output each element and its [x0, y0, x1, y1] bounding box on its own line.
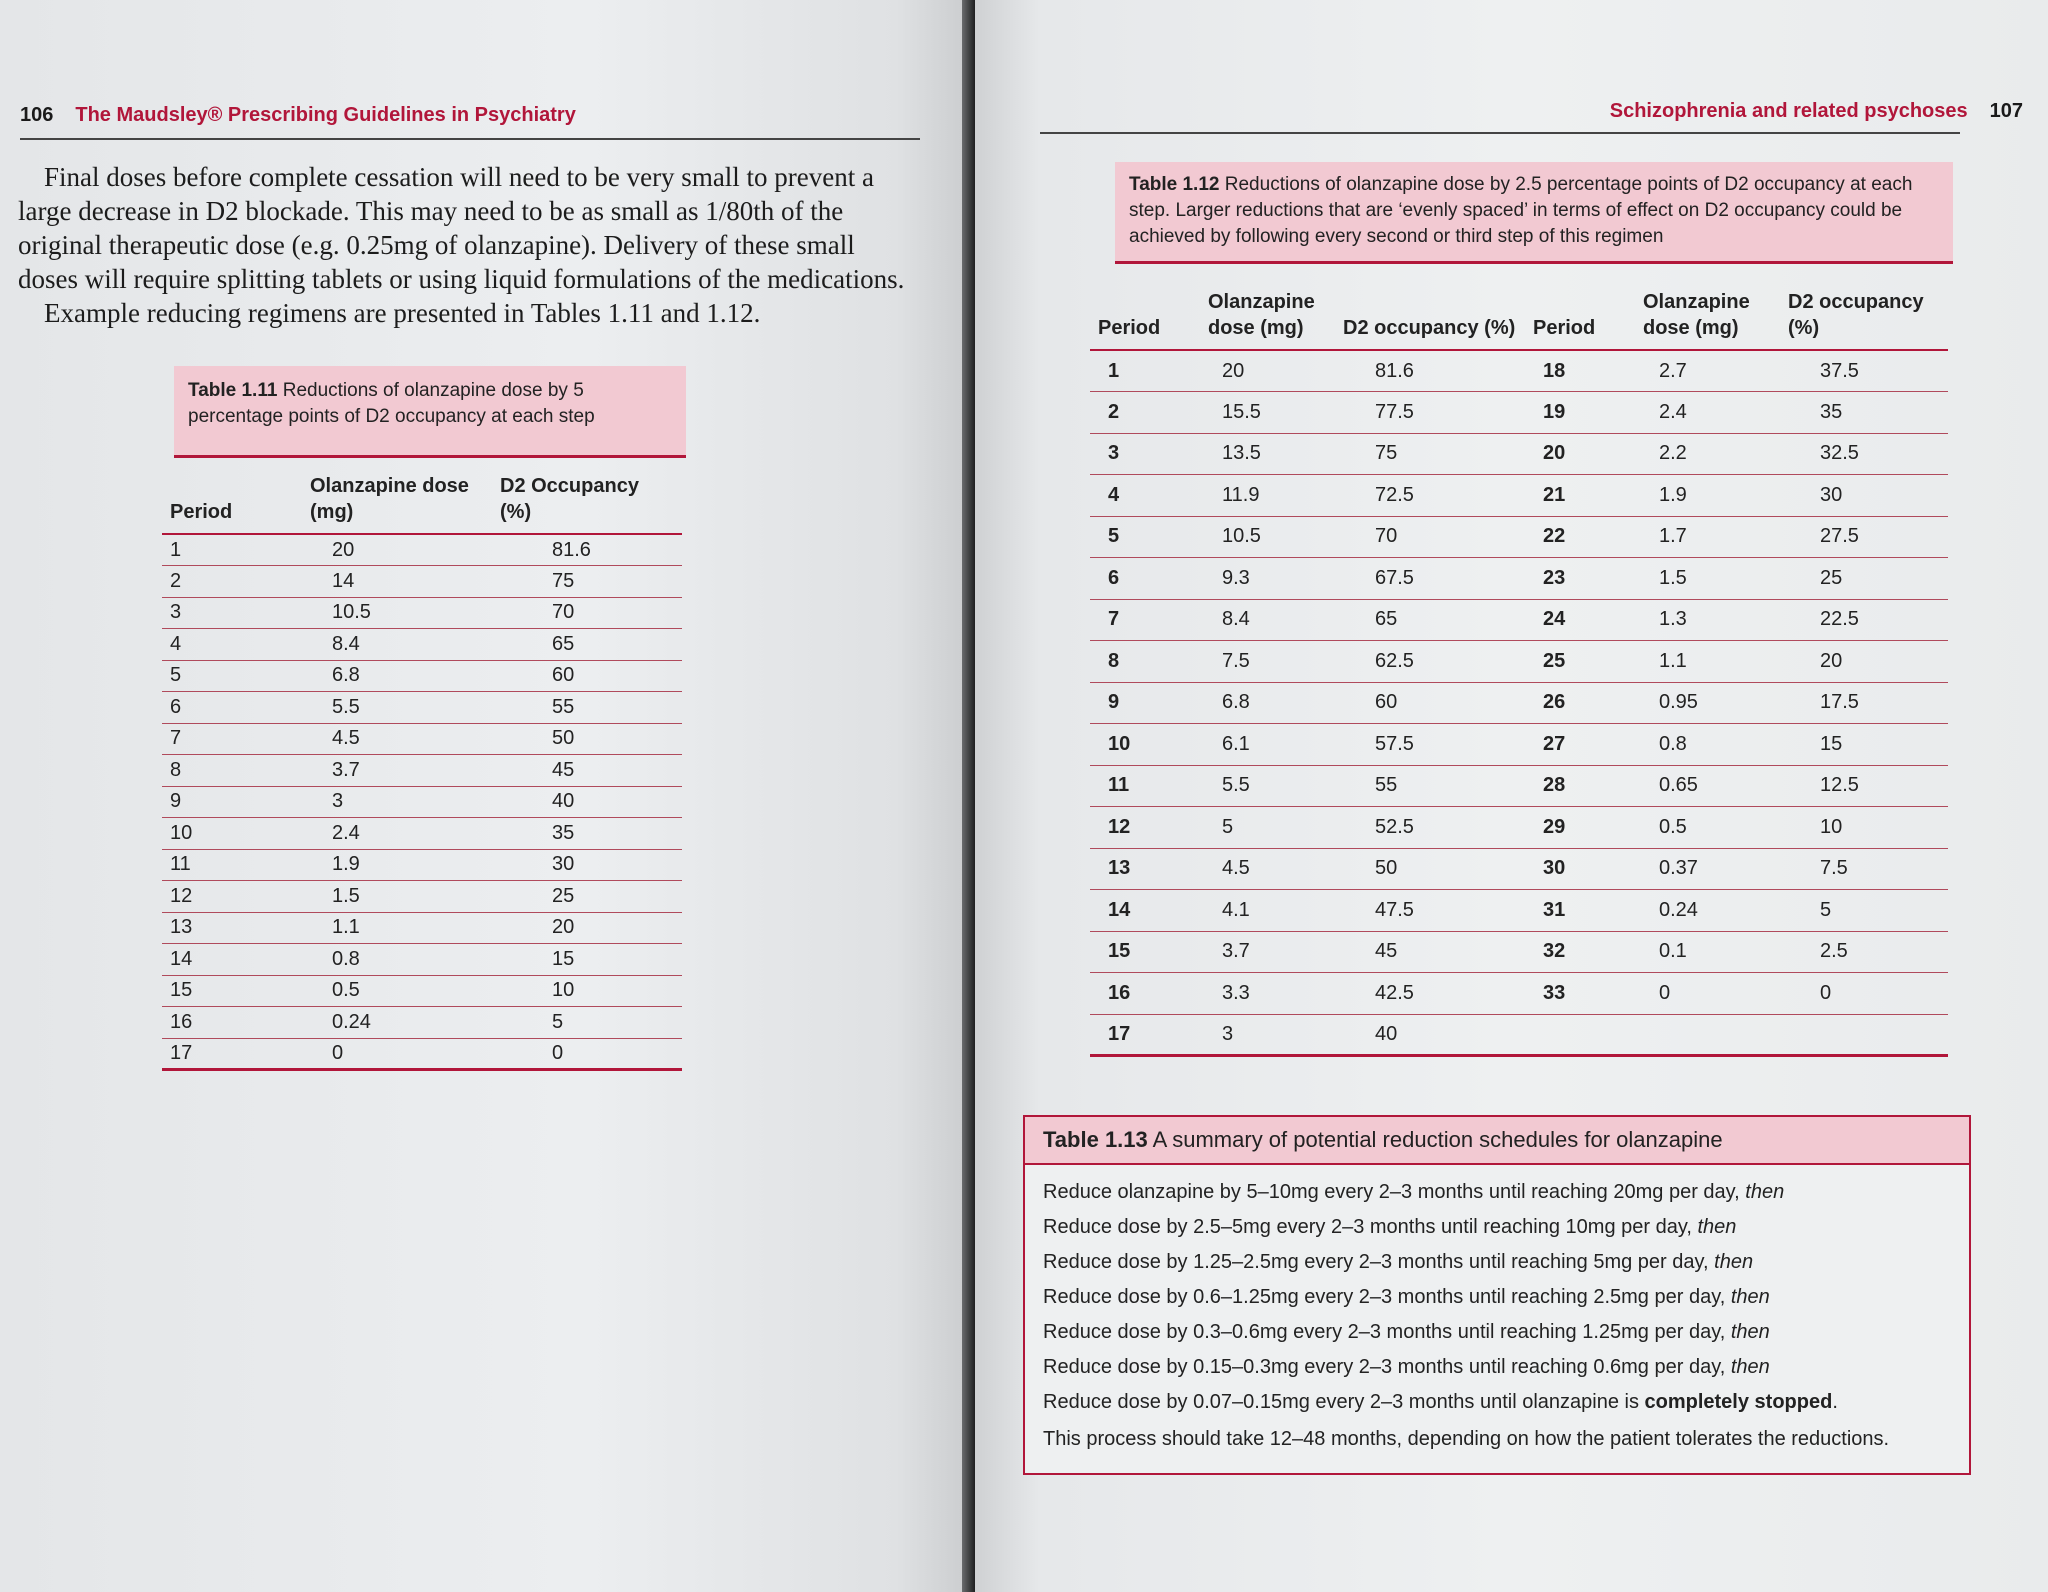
dose-cell: 8.4 — [302, 629, 492, 661]
table-1-11-header-row — [162, 460, 682, 534]
dose-cell — [1635, 1014, 1780, 1056]
table-row — [1090, 848, 1948, 890]
right-page — [975, 0, 2048, 1592]
occupancy-cell: 15 — [1780, 724, 1948, 766]
period-cell: 14 — [1090, 890, 1200, 932]
schedule-step-tail: then — [1714, 1251, 1754, 1273]
dose-cell: 2.7 — [1635, 350, 1780, 392]
table-1-11-label: Table 1.11 — [188, 380, 278, 401]
dose-cell: 10.5 — [302, 597, 492, 629]
table-1-13-note: This process should take 12–48 months, depending on how the patient tolerates the reductions. — [1043, 1428, 1890, 1450]
table-1-12-caption — [1115, 162, 1953, 264]
list-item — [1043, 1210, 1951, 1245]
period-cell: 21 — [1525, 475, 1635, 517]
left-head-rule — [20, 138, 920, 140]
period-cell: 31 — [1525, 890, 1635, 932]
dose-cell: 6.8 — [302, 660, 492, 692]
period-cell: 33 — [1525, 973, 1635, 1015]
occupancy-cell: 62.5 — [1335, 641, 1525, 683]
dose-cell: 0.65 — [1635, 765, 1780, 807]
schedule-step-text: Reduce dose by 0.15–0.3mg every 2–3 months until reaching 0.6mg per day, — [1043, 1356, 1731, 1378]
occupancy-cell: 40 — [492, 786, 682, 818]
table-1-11 — [162, 460, 682, 1071]
occupancy-cell: 22.5 — [1780, 599, 1948, 641]
period-cell: 29 — [1525, 807, 1635, 849]
dose-cell: 1.1 — [1635, 641, 1780, 683]
period-cell: 25 — [1525, 641, 1635, 683]
occupancy-cell: 57.5 — [1335, 724, 1525, 766]
dose-cell: 15.5 — [1200, 392, 1335, 434]
dose-cell: 4.1 — [1200, 890, 1335, 932]
table-row — [162, 849, 682, 881]
period-cell: 15 — [1090, 931, 1200, 973]
dose-cell: 1.9 — [1635, 475, 1780, 517]
occupancy-cell: 77.5 — [1335, 392, 1525, 434]
table-row — [1090, 890, 1948, 932]
schedule-step-text: Reduce dose by 2.5–5mg every 2–3 months until reaching 10mg per day, — [1043, 1216, 1698, 1238]
dose-cell: 6.1 — [1200, 724, 1335, 766]
dose-cell: 0.5 — [1635, 807, 1780, 849]
period-cell: 4 — [162, 629, 302, 661]
occupancy-cell: 42.5 — [1335, 973, 1525, 1015]
period-cell: 32 — [1525, 931, 1635, 973]
occupancy-cell: 32.5 — [1780, 433, 1948, 475]
table-row — [162, 660, 682, 692]
left-running-title: The Maudsley® Prescribing Guidelines in Psychiatry — [75, 104, 576, 126]
table-row — [1090, 350, 1948, 392]
period-cell: 27 — [1525, 724, 1635, 766]
table-row — [162, 786, 682, 818]
table-1-12-header-period-a: Period — [1090, 272, 1200, 350]
table-1-13-label: Table 1.13 — [1043, 1127, 1148, 1152]
table-1-11-header-dose: Olanzapine dose (mg) — [302, 460, 492, 534]
table-1-13-caption — [1025, 1117, 1969, 1165]
occupancy-cell: 20 — [492, 912, 682, 944]
period-cell: 6 — [162, 692, 302, 724]
dose-cell: 1.1 — [302, 912, 492, 944]
table-1-12-header-dose-a: Olanzapine dose (mg) — [1200, 272, 1335, 350]
dose-cell: 1.3 — [1635, 599, 1780, 641]
table-row — [162, 597, 682, 629]
table-row — [162, 1038, 682, 1070]
dose-cell: 11.9 — [1200, 475, 1335, 517]
period-cell: 16 — [1090, 973, 1200, 1015]
dose-cell: 5.5 — [302, 692, 492, 724]
period-cell: 10 — [1090, 724, 1200, 766]
paragraph-2: Example reducing regimens are presented in Tables 1.11 and 1.12. — [44, 298, 761, 328]
period-cell: 23 — [1525, 558, 1635, 600]
schedule-step-tail: then — [1730, 1321, 1770, 1343]
schedule-step-text: Reduce olanzapine by 5–10mg every 2–3 months until reaching 20mg per day, — [1043, 1181, 1746, 1203]
table-row — [162, 1007, 682, 1039]
table-row — [1090, 973, 1948, 1015]
dose-cell: 1.7 — [1635, 516, 1780, 558]
schedule-step-text: Reduce dose by 0.3–0.6mg every 2–3 months until reaching 1.25mg per day, — [1043, 1321, 1731, 1343]
dose-cell: 3.7 — [1200, 931, 1335, 973]
occupancy-cell: 52.5 — [1335, 807, 1525, 849]
dose-cell: 0.24 — [1635, 890, 1780, 932]
table-1-13-caption-text: A summary of potential reduction schedules for olanzapine — [1152, 1127, 1723, 1152]
occupancy-cell: 72.5 — [1335, 475, 1525, 517]
table-row — [1090, 641, 1948, 683]
occupancy-cell: 12.5 — [1780, 765, 1948, 807]
table-row — [162, 723, 682, 755]
table-row — [1090, 599, 1948, 641]
occupancy-cell: 37.5 — [1780, 350, 1948, 392]
table-row — [162, 912, 682, 944]
table-1-11-header-period: Period — [162, 460, 302, 534]
occupancy-cell: 2.5 — [1780, 931, 1948, 973]
dose-cell: 20 — [302, 534, 492, 566]
paragraph-1: Final doses before complete cessation will need to be very small to prevent a large decrease in D2 blockade. This may need to be as small as 1/80th of the original therapeutic dose (e.g. 0.25mg of olanzapine). Delivery of these small doses will require splitting tablets or using liquid formulations of the medications. — [18, 162, 905, 294]
occupancy-cell: 65 — [1335, 599, 1525, 641]
occupancy-cell: 75 — [492, 566, 682, 598]
period-cell: 1 — [162, 534, 302, 566]
occupancy-cell — [1780, 1014, 1948, 1056]
list-item — [1043, 1280, 1951, 1315]
period-cell: 7 — [1090, 599, 1200, 641]
table-row — [1090, 931, 1948, 973]
dose-cell: 0.5 — [302, 975, 492, 1007]
table-row — [162, 944, 682, 976]
table-row — [162, 629, 682, 661]
schedule-step-tail: completely stopped — [1644, 1391, 1833, 1413]
list-item — [1043, 1245, 1951, 1280]
period-cell: 3 — [162, 597, 302, 629]
dose-cell: 4.5 — [1200, 848, 1335, 890]
period-cell: 9 — [162, 786, 302, 818]
table-1-12-header-occupancy-b: D2 occupancy (%) — [1780, 272, 1948, 350]
period-cell: 17 — [1090, 1014, 1200, 1056]
table-1-11-caption — [174, 366, 686, 458]
table-row — [162, 692, 682, 724]
period-cell: 20 — [1525, 433, 1635, 475]
table-1-13 — [1023, 1115, 1971, 1475]
period-cell: 12 — [1090, 807, 1200, 849]
period-cell: 2 — [1090, 392, 1200, 434]
period-cell: 7 — [162, 723, 302, 755]
table-1-12-label: Table 1.12 — [1129, 174, 1220, 195]
schedule-step-tail: then — [1730, 1356, 1770, 1378]
dose-cell: 10.5 — [1200, 516, 1335, 558]
schedule-step-tail: then — [1730, 1286, 1770, 1308]
period-cell: 11 — [162, 849, 302, 881]
occupancy-cell: 81.6 — [1335, 350, 1525, 392]
period-cell: 15 — [162, 975, 302, 1007]
table-row — [1090, 392, 1948, 434]
occupancy-cell: 67.5 — [1335, 558, 1525, 600]
occupancy-cell: 35 — [492, 818, 682, 850]
dose-cell: 0.8 — [1635, 724, 1780, 766]
period-cell: 13 — [1090, 848, 1200, 890]
period-cell: 22 — [1525, 516, 1635, 558]
occupancy-cell: 70 — [492, 597, 682, 629]
table-row — [1090, 433, 1948, 475]
dose-cell: 20 — [1200, 350, 1335, 392]
occupancy-cell: 47.5 — [1335, 890, 1525, 932]
list-item — [1043, 1315, 1951, 1350]
period-cell: 17 — [162, 1038, 302, 1070]
table-1-12-body — [1090, 350, 1948, 1056]
dose-cell: 7.5 — [1200, 641, 1335, 683]
period-cell: 30 — [1525, 848, 1635, 890]
dose-cell: 3.7 — [302, 755, 492, 787]
table-row — [162, 881, 682, 913]
period-cell — [1525, 1014, 1635, 1056]
dose-cell: 0.95 — [1635, 682, 1780, 724]
occupancy-cell: 15 — [492, 944, 682, 976]
dose-cell: 13.5 — [1200, 433, 1335, 475]
left-page — [0, 0, 975, 1592]
table-1-12-header-occupancy-a: D2 occupancy (%) — [1335, 272, 1525, 350]
period-cell: 24 — [1525, 599, 1635, 641]
period-cell: 26 — [1525, 682, 1635, 724]
period-cell: 2 — [162, 566, 302, 598]
right-head-rule — [1040, 132, 1960, 134]
dose-cell: 5 — [1200, 807, 1335, 849]
period-cell: 14 — [162, 944, 302, 976]
right-running-head — [1610, 100, 2023, 123]
dose-cell: 1.5 — [302, 881, 492, 913]
dose-cell: 2.2 — [1635, 433, 1780, 475]
dose-cell: 9.3 — [1200, 558, 1335, 600]
period-cell: 8 — [1090, 641, 1200, 683]
list-item — [1043, 1175, 1951, 1210]
table-1-12-caption-text: Reductions of olanzapine dose by 2.5 percentage points of D2 occupancy at each step. Larger reductions that are ‘evenly spaced’ in terms of effect on D2 occupancy could be achieved by following every second or third step of this regimen — [1129, 174, 1913, 247]
table-row — [162, 818, 682, 850]
dose-cell: 1.5 — [1635, 558, 1780, 600]
dose-cell: 2.4 — [1635, 392, 1780, 434]
schedule-step-end: . — [1832, 1391, 1838, 1413]
period-cell: 13 — [162, 912, 302, 944]
period-cell: 11 — [1090, 765, 1200, 807]
table-row — [1090, 516, 1948, 558]
period-cell: 5 — [1090, 516, 1200, 558]
period-cell: 5 — [162, 660, 302, 692]
occupancy-cell: 50 — [492, 723, 682, 755]
schedule-step-tail: then — [1745, 1181, 1785, 1203]
schedule-step-tail: then — [1697, 1216, 1737, 1238]
dose-cell: 1.9 — [302, 849, 492, 881]
table-row — [1090, 682, 1948, 724]
occupancy-cell: 45 — [1335, 931, 1525, 973]
occupancy-cell: 60 — [1335, 682, 1525, 724]
table-1-11-body — [162, 534, 682, 1070]
period-cell: 1 — [1090, 350, 1200, 392]
dose-cell: 14 — [302, 566, 492, 598]
table-1-12-header-period-b: Period — [1525, 272, 1635, 350]
table-row — [162, 975, 682, 1007]
table-1-12-header-row — [1090, 272, 1948, 350]
left-running-head — [20, 104, 576, 127]
occupancy-cell: 50 — [1335, 848, 1525, 890]
period-cell: 16 — [162, 1007, 302, 1039]
occupancy-cell: 30 — [492, 849, 682, 881]
table-row — [162, 566, 682, 598]
right-page-number: 107 — [1989, 100, 2023, 122]
occupancy-cell: 70 — [1335, 516, 1525, 558]
occupancy-cell: 10 — [492, 975, 682, 1007]
occupancy-cell: 10 — [1780, 807, 1948, 849]
table-row — [1090, 475, 1948, 517]
dose-cell: 6.8 — [1200, 682, 1335, 724]
table-1-12-header-dose-b: Olanzapine dose (mg) — [1635, 272, 1780, 350]
dose-cell: 0.24 — [302, 1007, 492, 1039]
dose-cell: 3 — [302, 786, 492, 818]
table-1-13-list — [1025, 1165, 1969, 1420]
right-running-title: Schizophrenia and related psychoses — [1609, 100, 1968, 122]
table-row — [1090, 765, 1948, 807]
table-row — [162, 755, 682, 787]
table-row — [162, 534, 682, 566]
dose-cell: 0.8 — [302, 944, 492, 976]
dose-cell: 3.3 — [1200, 973, 1335, 1015]
table-row — [1090, 724, 1948, 766]
occupancy-cell: 55 — [492, 692, 682, 724]
occupancy-cell: 5 — [492, 1007, 682, 1039]
dose-cell: 0 — [1635, 973, 1780, 1015]
period-cell: 10 — [162, 818, 302, 850]
table-1-12 — [1090, 272, 1948, 1057]
occupancy-cell: 25 — [1780, 558, 1948, 600]
dose-cell: 5.5 — [1200, 765, 1335, 807]
table-row — [1090, 807, 1948, 849]
occupancy-cell: 0 — [492, 1038, 682, 1070]
occupancy-cell: 45 — [492, 755, 682, 787]
occupancy-cell: 20 — [1780, 641, 1948, 683]
period-cell: 28 — [1525, 765, 1635, 807]
occupancy-cell: 35 — [1780, 392, 1948, 434]
dose-cell: 0.37 — [1635, 848, 1780, 890]
table-row — [1090, 1014, 1948, 1056]
period-cell: 6 — [1090, 558, 1200, 600]
period-cell: 3 — [1090, 433, 1200, 475]
occupancy-cell: 75 — [1335, 433, 1525, 475]
list-item — [1043, 1350, 1951, 1385]
occupancy-cell: 65 — [492, 629, 682, 661]
occupancy-cell: 81.6 — [492, 534, 682, 566]
dose-cell: 8.4 — [1200, 599, 1335, 641]
table-1-11-caption-text: Reductions of olanzapine dose by 5 percentage points of D2 occupancy at each step — [188, 380, 595, 427]
left-body-text — [18, 160, 918, 330]
schedule-step-text: Reduce dose by 1.25–2.5mg every 2–3 months until reaching 5mg per day, — [1043, 1251, 1715, 1273]
list-item — [1043, 1385, 1951, 1420]
dose-cell: 3 — [1200, 1014, 1335, 1056]
dose-cell: 2.4 — [302, 818, 492, 850]
period-cell: 8 — [162, 755, 302, 787]
schedule-step-text: Reduce dose by 0.6–1.25mg every 2–3 months until reaching 2.5mg per day, — [1043, 1286, 1731, 1308]
period-cell: 19 — [1525, 392, 1635, 434]
occupancy-cell: 60 — [492, 660, 682, 692]
occupancy-cell: 5 — [1780, 890, 1948, 932]
occupancy-cell: 40 — [1335, 1014, 1525, 1056]
dose-cell: 0 — [302, 1038, 492, 1070]
occupancy-cell: 7.5 — [1780, 848, 1948, 890]
table-1-11-header-occupancy: D2 Occupancy (%) — [492, 460, 682, 534]
occupancy-cell: 27.5 — [1780, 516, 1948, 558]
occupancy-cell: 30 — [1780, 475, 1948, 517]
occupancy-cell: 0 — [1780, 973, 1948, 1015]
schedule-step-text: Reduce dose by 0.07–0.15mg every 2–3 months until olanzapine is — [1043, 1391, 1645, 1413]
occupancy-cell: 17.5 — [1780, 682, 1948, 724]
left-page-number: 106 — [20, 104, 54, 126]
occupancy-cell: 25 — [492, 881, 682, 913]
dose-cell: 0.1 — [1635, 931, 1780, 973]
period-cell: 12 — [162, 881, 302, 913]
occupancy-cell: 55 — [1335, 765, 1525, 807]
period-cell: 9 — [1090, 682, 1200, 724]
dose-cell: 4.5 — [302, 723, 492, 755]
period-cell: 18 — [1525, 350, 1635, 392]
table-row — [1090, 558, 1948, 600]
period-cell: 4 — [1090, 475, 1200, 517]
